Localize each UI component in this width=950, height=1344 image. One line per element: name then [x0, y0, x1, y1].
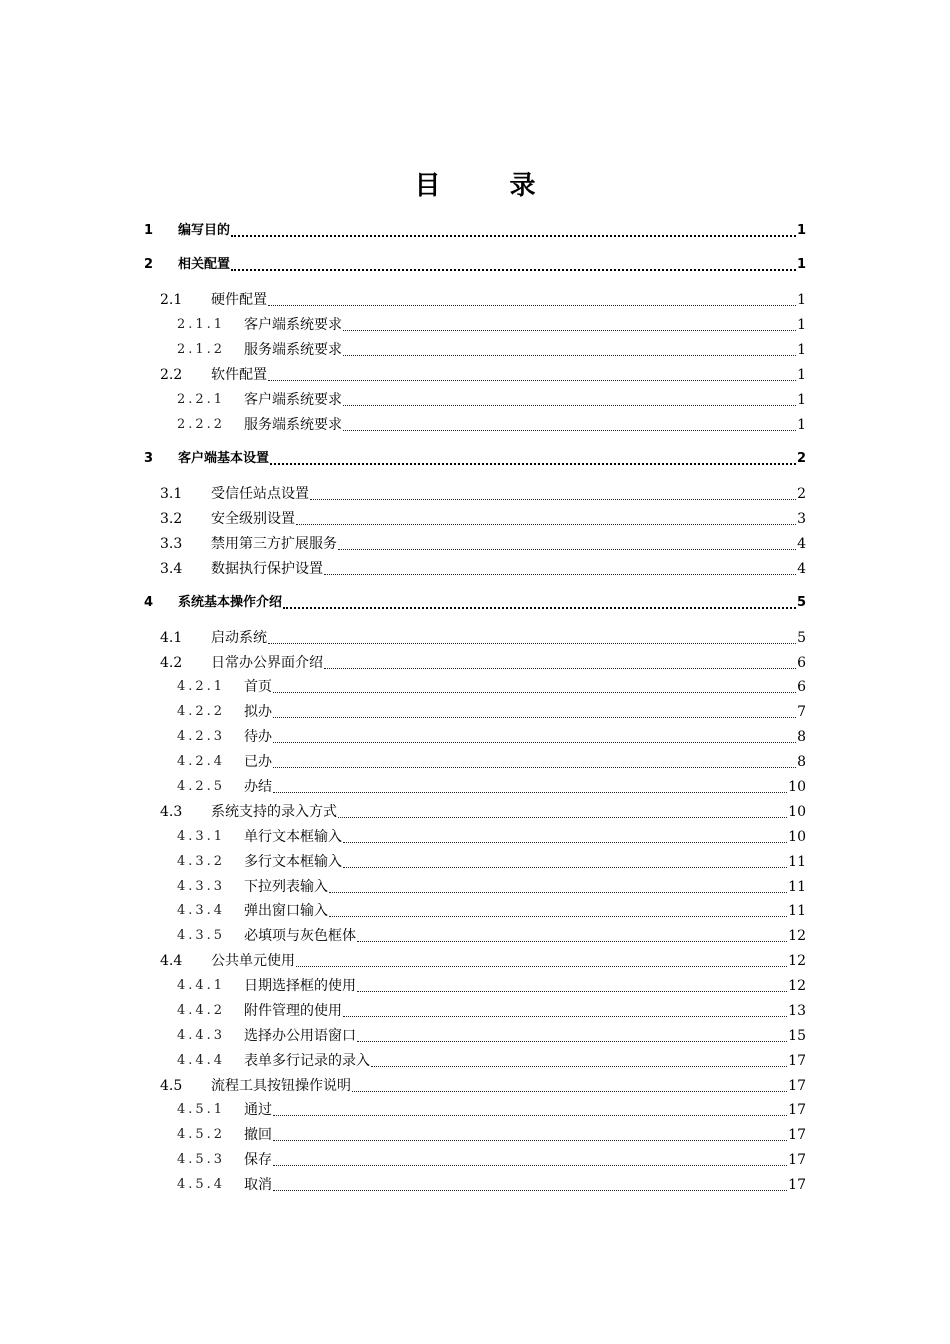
- dot-leader: [324, 654, 796, 669]
- toc-entry-line: [211, 1077, 806, 1095]
- toc-entry-line: [244, 828, 806, 846]
- toc-entry-line: [211, 535, 806, 553]
- dot-leader: [231, 221, 796, 237]
- toc-entry-title: 多行文本框输入: [244, 854, 342, 870]
- toc-entry-title: 日常办公界面介绍: [211, 655, 323, 671]
- toc-entry-title: 服务端系统要求: [244, 342, 342, 358]
- dot-leader: [296, 510, 796, 525]
- dot-leader: [371, 1052, 787, 1067]
- toc-entry[interactable]: [0, 703, 806, 723]
- toc-entry-number: 4.2: [160, 655, 183, 671]
- toc-entry-page-number: 1: [797, 367, 806, 383]
- dot-leader: [273, 778, 787, 793]
- toc-entry-number: 4.3: [160, 804, 183, 820]
- toc-entry[interactable]: [0, 654, 806, 674]
- toc-entry-title: 数据执行保护设置: [211, 561, 323, 577]
- toc-entry[interactable]: [0, 878, 806, 898]
- toc-entry-line: [244, 778, 806, 796]
- toc-entry[interactable]: [0, 1002, 806, 1022]
- dot-leader: [343, 341, 796, 356]
- toc-entry-number: 4.4.3: [177, 1028, 226, 1043]
- toc-entry[interactable]: [0, 753, 806, 773]
- toc-entry[interactable]: [0, 803, 806, 823]
- toc-entry[interactable]: [0, 510, 806, 530]
- toc-entry-page-number: 4: [797, 561, 806, 577]
- toc-entry-page-number: 7: [797, 704, 806, 720]
- toc-entry-line: [211, 654, 806, 672]
- toc-entry-line: [211, 560, 806, 578]
- toc-entry[interactable]: [0, 728, 806, 748]
- toc-entry-title: 表单多行记录的录入: [244, 1053, 370, 1069]
- toc-entry-page-number: 17: [788, 1078, 806, 1094]
- dot-leader: [273, 703, 796, 718]
- toc-entry-page-number: 4: [797, 536, 806, 552]
- toc-entry-line: [244, 878, 806, 896]
- toc-entry-title: 取消: [244, 1177, 272, 1193]
- toc-entry-number: 4.4: [160, 953, 183, 969]
- toc-entry-line: [244, 977, 806, 995]
- dot-leader: [273, 728, 796, 743]
- toc-entry[interactable]: [0, 828, 806, 848]
- toc-entry-number: 2.2.1: [177, 392, 226, 407]
- toc-entry-page-number: 10: [788, 804, 806, 820]
- toc-entry-title: 启动系统: [211, 630, 267, 646]
- toc-entry-number: 4.2.4: [177, 754, 226, 769]
- toc-entry-number: 2.1.2: [177, 342, 226, 357]
- toc-entry-line: [244, 703, 806, 721]
- dot-leader: [283, 593, 796, 609]
- toc-entry[interactable]: [0, 778, 806, 798]
- toc-entry-number: 4.5.1: [177, 1102, 226, 1117]
- toc-entry-page-number: 17: [788, 1102, 806, 1118]
- toc-entry-title: 下拉列表输入: [244, 879, 328, 895]
- toc-entry-line: [244, 1151, 806, 1169]
- toc-entry[interactable]: [0, 341, 806, 361]
- dot-leader: [273, 1151, 787, 1166]
- toc-entry-title: 单行文本框输入: [244, 829, 342, 845]
- toc-entry[interactable]: [0, 1027, 806, 1047]
- toc-entry-page-number: 11: [788, 879, 806, 895]
- toc-entry-title: 硬件配置: [211, 292, 267, 308]
- toc-entry[interactable]: [0, 678, 806, 698]
- toc-entry-line: [211, 291, 806, 309]
- toc-entry-page-number: 8: [797, 754, 806, 770]
- toc-entry-line: [211, 510, 806, 528]
- toc-entry[interactable]: [0, 977, 806, 997]
- toc-entry-number: 3.4: [160, 561, 183, 577]
- dot-leader: [343, 828, 787, 843]
- toc-entry[interactable]: [0, 853, 806, 873]
- toc-entry[interactable]: [0, 366, 806, 386]
- toc-entry-page-number: 6: [797, 655, 806, 671]
- toc-entry[interactable]: [0, 291, 806, 311]
- toc-entry-title: 必填项与灰色框体: [244, 928, 356, 944]
- toc-entry-number: 4.4.2: [177, 1003, 226, 1018]
- dot-leader: [310, 485, 796, 500]
- toc-entry[interactable]: [0, 535, 806, 555]
- dot-leader: [268, 629, 796, 644]
- toc-entry[interactable]: [0, 1151, 806, 1171]
- dot-leader: [268, 366, 796, 381]
- toc-entry-title: 选择办公用语窗口: [244, 1028, 356, 1044]
- dot-leader: [357, 927, 787, 942]
- toc-entry-line: [244, 753, 806, 771]
- toc-entry-line: [244, 416, 806, 434]
- toc-entry-line: [211, 629, 806, 647]
- toc-entry-page-number: 11: [788, 903, 806, 919]
- toc-entry-line: [244, 1052, 806, 1070]
- toc-entry[interactable]: [0, 416, 806, 436]
- toc-entry-title: 待办: [244, 729, 272, 745]
- toc-entry-title: 客户端系统要求: [244, 392, 342, 408]
- toc-entry-line: [178, 450, 806, 468]
- toc-entry-number: 4.3.2: [177, 854, 226, 869]
- dot-leader: [268, 291, 796, 306]
- dot-leader: [343, 391, 796, 406]
- toc-entry-number: 4.5.2: [177, 1127, 226, 1142]
- toc-entry-title: 通过: [244, 1102, 272, 1118]
- dot-leader: [357, 1027, 787, 1042]
- toc-entry[interactable]: [0, 1176, 806, 1196]
- toc-entry-page-number: 1: [796, 223, 806, 238]
- dot-leader: [357, 977, 787, 992]
- toc-entry-number: 4.3.5: [177, 928, 226, 943]
- toc-entry[interactable]: [0, 902, 806, 922]
- toc-entry-line: [178, 222, 806, 240]
- toc-entry-number: 2.1: [160, 292, 183, 308]
- dot-leader: [343, 316, 796, 331]
- toc-entry-number: 3.3: [160, 536, 183, 552]
- toc-entry-line: [211, 485, 806, 503]
- dot-leader: [329, 878, 787, 893]
- toc-entry-title: 已办: [244, 754, 272, 770]
- toc-entry-page-number: 5: [796, 595, 806, 610]
- toc-entry-title: 附件管理的使用: [244, 1003, 342, 1019]
- dot-leader: [273, 1176, 787, 1191]
- toc-entry-page-number: 10: [788, 779, 806, 795]
- toc-entry-line: [244, 1027, 806, 1045]
- toc-entry-page-number: 10: [788, 829, 806, 845]
- toc-entry-line: [244, 853, 806, 871]
- toc-entry-page-number: 1: [797, 392, 806, 408]
- toc-entry-title: 保存: [244, 1152, 272, 1168]
- toc-entry-page-number: 1: [797, 417, 806, 433]
- toc-entry-page-number: 17: [788, 1127, 806, 1143]
- toc-entry-number: 3.2: [160, 511, 183, 527]
- toc-entry[interactable]: [0, 256, 806, 276]
- toc-entry-title: 流程工具按钮操作说明: [211, 1078, 351, 1094]
- toc-entry[interactable]: [0, 222, 806, 242]
- toc-entry-number: 4.4.1: [177, 978, 226, 993]
- toc-entry-title: 办结: [244, 779, 272, 795]
- toc-entry-line: [211, 803, 806, 821]
- toc-entry-title: 编写目的: [178, 223, 231, 238]
- dot-leader: [273, 678, 796, 693]
- toc-entry-line: [244, 1101, 806, 1119]
- dot-leader: [296, 952, 787, 967]
- toc-entry-number: 1: [144, 223, 154, 238]
- toc-entry-page-number: 5: [797, 630, 806, 646]
- toc-entry-line: [244, 316, 806, 334]
- toc-entry-title: 弹出窗口输入: [244, 903, 328, 919]
- toc-entry-page-number: 12: [788, 953, 806, 969]
- toc-entry-page-number: 6: [797, 679, 806, 695]
- toc-entry-title: 服务端系统要求: [244, 417, 342, 433]
- toc-entry-title: 禁用第三方扩展服务: [211, 536, 337, 552]
- toc-entry-page-number: 17: [788, 1053, 806, 1069]
- dot-leader: [352, 1077, 787, 1092]
- toc-entry[interactable]: [0, 450, 806, 470]
- toc-entry-title: 公共单元使用: [211, 953, 295, 969]
- toc-entry[interactable]: [0, 560, 806, 580]
- toc-title: 目 录: [414, 171, 566, 201]
- toc-entry[interactable]: [0, 927, 806, 947]
- dot-leader: [273, 753, 796, 768]
- toc-entry-number: 3.1: [160, 486, 183, 502]
- dot-leader: [343, 1002, 787, 1017]
- dot-leader: [338, 803, 787, 818]
- dot-leader: [338, 535, 796, 550]
- toc-entry-number: 4.5.3: [177, 1152, 226, 1167]
- toc-entry-page-number: 1: [797, 317, 806, 333]
- toc-entry-page-number: 1: [797, 292, 806, 308]
- toc-entry-title: 日期选择框的使用: [244, 978, 356, 994]
- toc-entry-page-number: 2: [797, 486, 806, 502]
- toc-entry[interactable]: [0, 391, 806, 411]
- toc-entry-number: 3: [144, 451, 154, 466]
- dot-leader: [329, 902, 787, 917]
- dot-leader: [324, 560, 796, 575]
- toc-entry-page-number: 15: [788, 1028, 806, 1044]
- toc-entry-line: [244, 391, 806, 409]
- toc-entry[interactable]: [0, 1126, 806, 1146]
- toc-entry-number: 2.2: [160, 367, 183, 383]
- toc-entry[interactable]: [0, 1052, 806, 1072]
- toc-entry[interactable]: [0, 1077, 806, 1097]
- toc-entry-line: [211, 952, 806, 970]
- toc-entry-title: 相关配置: [178, 257, 231, 272]
- toc-entry-title: 受信任站点设置: [211, 486, 309, 502]
- toc-entry-line: [244, 1176, 806, 1194]
- toc-entry-line: [244, 902, 806, 920]
- toc-entry-title: 客户端基本设置: [178, 451, 270, 466]
- toc-entry-title: 拟办: [244, 704, 272, 720]
- toc-entry-page-number: 2: [796, 451, 806, 466]
- toc-entry-line: [244, 927, 806, 945]
- toc-entry-number: 4.5.4: [177, 1177, 226, 1192]
- dot-leader: [231, 255, 796, 271]
- toc-entry-line: [244, 678, 806, 696]
- toc-entry-number: 2: [144, 257, 154, 272]
- toc-entry-page-number: 12: [788, 978, 806, 994]
- toc-entry-line: [244, 728, 806, 746]
- toc-entry-number: 2.2.2: [177, 417, 226, 432]
- toc-entry-number: 4.2.1: [177, 679, 226, 694]
- toc-entry-page-number: 8: [797, 729, 806, 745]
- dot-leader: [343, 853, 787, 868]
- toc-entry-title: 客户端系统要求: [244, 317, 342, 333]
- toc-entry[interactable]: [0, 629, 806, 649]
- toc-entry[interactable]: [0, 594, 806, 614]
- toc-entry-title: 系统支持的录入方式: [211, 804, 337, 820]
- dot-leader: [343, 416, 796, 431]
- toc-entry-page-number: 12: [788, 928, 806, 944]
- toc-entry-number: 2.1.1: [177, 317, 226, 332]
- toc-entry-number: 4: [144, 595, 154, 610]
- toc-entry-number: 4.2.2: [177, 704, 226, 719]
- toc-entry-number: 4.5: [160, 1078, 183, 1094]
- toc-entry-page-number: 11: [788, 854, 806, 870]
- toc-entry[interactable]: [0, 1101, 806, 1121]
- toc-entry-number: 4.3.1: [177, 829, 226, 844]
- toc-entry-page-number: 3: [797, 511, 806, 527]
- toc-entry-line: [244, 341, 806, 359]
- toc-entry-number: 4.1: [160, 630, 183, 646]
- toc-entry-page-number: 1: [797, 342, 806, 358]
- toc-entry-title: 安全级别设置: [211, 511, 295, 527]
- toc-entry-number: 4.2.5: [177, 779, 226, 794]
- dot-leader: [273, 1126, 787, 1141]
- toc-entry-title: 系统基本操作介绍: [178, 595, 283, 610]
- toc-entry-line: [211, 366, 806, 384]
- dot-leader: [270, 449, 796, 465]
- toc-entry-number: 4.3.4: [177, 903, 226, 918]
- toc-entry-page-number: 13: [788, 1003, 806, 1019]
- dot-leader: [273, 1101, 787, 1116]
- toc-entry-line: [244, 1126, 806, 1144]
- toc-entry-title: 软件配置: [211, 367, 267, 383]
- toc-entry-line: [178, 594, 806, 612]
- toc-entry-number: 4.2.3: [177, 729, 226, 744]
- toc-entry-line: [244, 1002, 806, 1020]
- toc-entry-page-number: 17: [788, 1177, 806, 1193]
- toc-entry-number: 4.4.4: [177, 1053, 226, 1068]
- toc-entry[interactable]: [0, 952, 806, 972]
- toc-entry[interactable]: [0, 316, 806, 336]
- toc-entry-title: 首页: [244, 679, 272, 695]
- toc-entry-page-number: 1: [796, 257, 806, 272]
- toc-entry-title: 撤回: [244, 1127, 272, 1143]
- toc-entry-page-number: 17: [788, 1152, 806, 1168]
- toc-entry-number: 4.3.3: [177, 879, 226, 894]
- toc-entry-line: [178, 256, 806, 274]
- toc-entry[interactable]: [0, 485, 806, 505]
